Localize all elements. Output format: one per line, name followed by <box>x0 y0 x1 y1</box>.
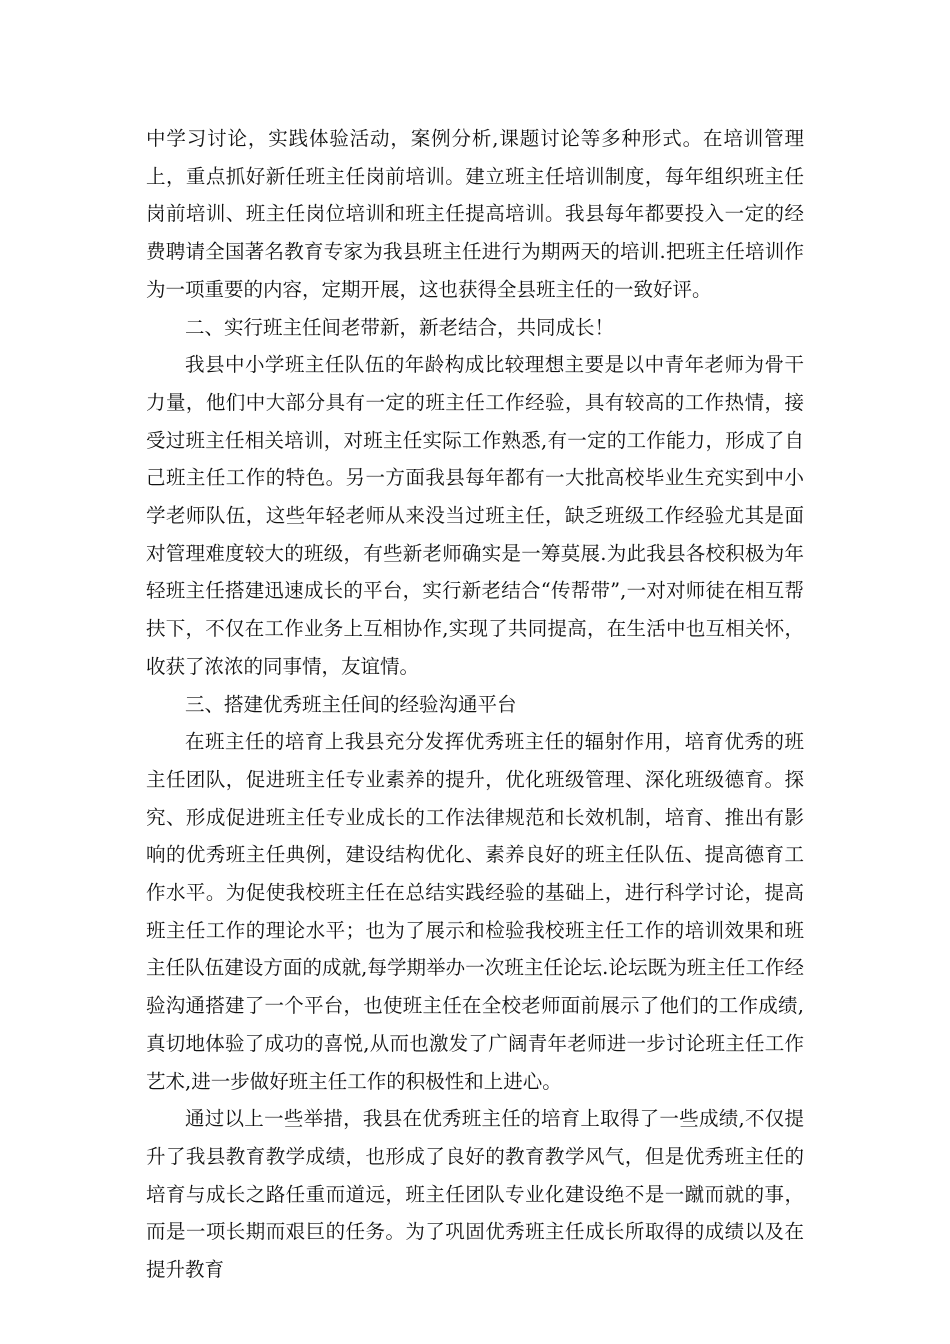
body-text <box>146 120 804 1289</box>
paragraph-experience-platform: 在班主任的培育上我县充分发挥优秀班主任的辐射作用，培育优秀的班主任团队，促进班主任专业素养的提升，优化班级管理、深化班级德育。探究、形成促进班主任专业成长的工作法律规范和长效机制，培育、推出有影响的优秀班主任典例，建设结构优化、素养良好的班主任队伍、提高德育工作水平。为促使我校班主任在总结实践经验的基础上，进行科学讨论，提高班主任工作的理论水平；也为了展示和检验我校班主任工作的培训效果和班主任队伍建设方面的成就,每学期举办一次班主任论坛.论坛既为班主任工作经验沟通搭建了一个平台，也使班主任在全校老师面前展示了他们的工作成绩,真切地体验了成功的喜悦,从而也激发了广阔青年老师进一步讨论班主任工作艺术,进一步做好班主任工作的积极性和上进心。 <box>146 730 804 1093</box>
paragraph-training-management: 中学习讨论，实践体验活动，案例分析,课题讨论等多种形式。在培训管理上，重点抓好新任班主任岗前培训。建立班主任培训制度，每年组织班主任岗前培训、班主任岗位培训和班主任提高培训。我县每年都要投入一定的经费聘请全国著名教育专家为我县班主任进行为期两天的培训.把班主任培训作为一项重要的内容，定期开展，这也获得全县班主任的一致好评。 <box>146 127 804 301</box>
section-heading-mentoring: 二、实行班主任间老带新，新老结合，共同成长！ <box>185 315 615 339</box>
paragraph-conclusion: 通过以上一些举措，我县在优秀班主任的培育上取得了一些成绩,不仅提升了我县教育教学成绩，也形成了良好的教育教学风气，但是优秀班主任的培育与成长之路任重而道远，班主任团队专业化建设绝不是一蹴而就的事，而是一项长期而艰巨的任务。为了巩固优秀班主任成长所取得的成绩以及在提升教育 <box>146 1107 804 1282</box>
paragraph-mentoring: 我县中小学班主任队伍的年龄构成比较理想主要是以中青年老师为骨干力量，他们中大部分具有一定的班主任工作经验，具有较高的工作热情，接受过班主任相关培训，对班主任实际工作熟悉,有一定的工作能力，形成了自己班主任工作的特色。另一方面我县每年都有一大批高校毕业生充实到中小学老师队伍，这些年轻老师从来没当过班主任，缺乏班级工作经验尤其是面对管理难度较大的班级，有些新老师确实是一筹莫展.为此我县各校积极为年轻班主任搭建迅速成长的平台，实行新老结合“传帮带”,一对对师徒在相互帮扶下，不仅在工作业务上互相协作,实现了共同提高，在生活中也互相关怀，收获了浓浓的同事情，友谊情。 <box>146 353 804 678</box>
section-heading-experience-platform: 三、搭建优秀班主任间的经验沟通平台 <box>185 692 517 716</box>
